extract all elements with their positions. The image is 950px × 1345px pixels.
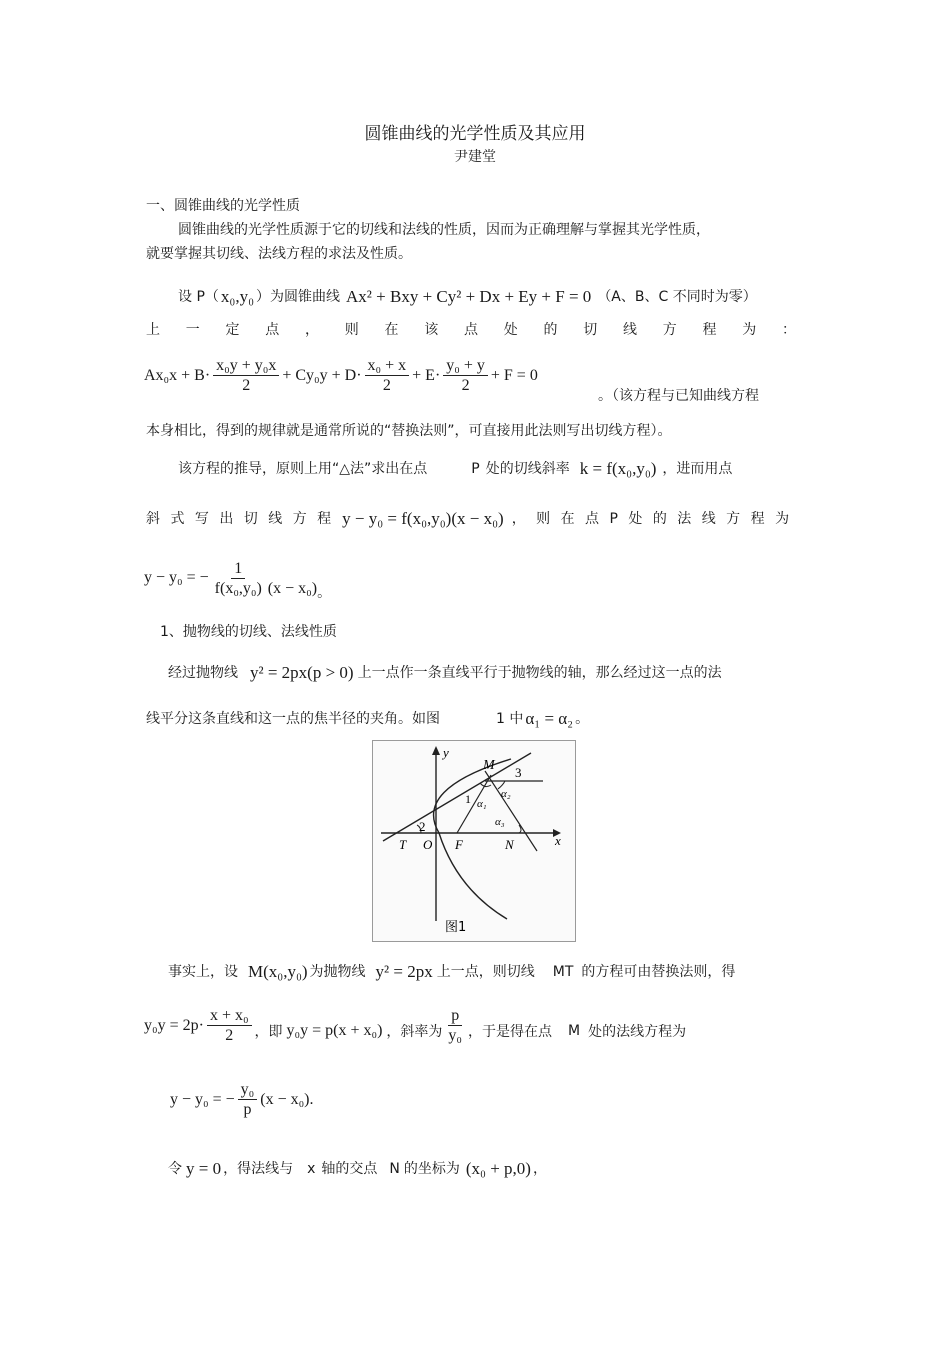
paragraph-line: 设 P（ x₀,y₀ ）为圆锥曲线 Ax² + Bxy + Cy² + Dx + Ey + F = 0 （A、B、C 不同时为零） bbox=[178, 287, 757, 306]
fraction: $\frac{\text{x + x₀}}{2}$ bbox=[207, 1006, 252, 1045]
fraction: $\frac{1}{\text{f(x₀,y₀)}}$ bbox=[214, 559, 262, 597]
section-heading: 一、圆锥曲线的光学性质 bbox=[146, 198, 300, 214]
parabola-curve bbox=[434, 759, 511, 919]
label-y: y bbox=[443, 745, 449, 760]
label-3: 3 bbox=[515, 765, 522, 780]
n-coordinate: (x₀ + p,0) bbox=[465, 1159, 531, 1178]
paragraph-line: 就要掌握其切线、法线方程的求法及性质。 bbox=[146, 246, 412, 262]
derivation-line: y₀y = 2p· $\frac{\text{x + x₀}}{2}$ ，即 y₀y = p(x + x₀) ，斜率为 $\frac{p}{\text{y₀}}$ ，于是得在点 M 处的法线方程为 bbox=[144, 1007, 687, 1044]
label-alpha2: α₂ bbox=[501, 788, 511, 800]
paragraph-line: 该方程的推导，原则上用“△法”求出在点 P 处的切线斜率 k = f(x₀,y₀) ，进而用点 bbox=[178, 459, 733, 478]
paragraph-line: 线平分这条直线和这一点的焦半径的夹角。如图 1 中 α₁ = α₂ 。 bbox=[146, 709, 590, 728]
label-alpha1: α₁ bbox=[477, 798, 487, 810]
label-T: T bbox=[399, 837, 407, 852]
fraction: $\frac{\text{y₀}}{p}$ bbox=[238, 1080, 258, 1119]
label-1: 1 bbox=[465, 792, 471, 806]
y-zero: y = 0 bbox=[186, 1159, 222, 1178]
document-title: 圆锥曲线的光学性质及其应用 bbox=[364, 124, 586, 144]
conic-equation: Ax² + Bxy + Cy² + Dx + Ey + F = 0 bbox=[346, 287, 592, 306]
label-N: N bbox=[505, 837, 514, 852]
fraction: $\frac{\text{x₀y + y₀x}}{2}$ bbox=[213, 356, 279, 395]
label-2: 2 bbox=[419, 819, 426, 834]
subsection-heading: 1、抛物线的切线、法线性质 bbox=[160, 624, 337, 640]
slope-formula: k = f(x₀,y₀) bbox=[579, 459, 657, 478]
fraction: $\frac{\text{x₀ + x}}{2}$ bbox=[365, 356, 410, 395]
figure-caption: 图1 bbox=[445, 920, 467, 935]
paragraph-line: 事实上，设 M(x₀,y₀) 为抛物线 y² = 2px 上一点，则切线 MT 的方程可由替换法则，得 bbox=[168, 962, 736, 981]
label-x: x bbox=[555, 833, 561, 848]
paragraph-line: 本身相比，得到的规律就是通常所说的“替换法则”，可直接用此法则写出切线方程）。 bbox=[146, 423, 672, 439]
alpha-equation: α₁ = α₂ bbox=[525, 709, 574, 728]
label-alpha3: α₃ bbox=[495, 816, 505, 828]
point-m: M(x₀,y₀) bbox=[248, 962, 308, 981]
paragraph-line: 斜 式 写 出 切 线 方 程 y − y₀ = f(x₀,y₀)(x − x₀) ， 则 在 点 P 处 的 法 线 方 程 为 bbox=[146, 509, 793, 528]
fraction: $\frac{\text{y₀ + y}}{2}$ bbox=[443, 356, 488, 395]
paragraph-line: 经过抛物线 y² = 2px(p > 0) 上一点作一条直线平行于抛物线的轴，那么经过这一点的法 bbox=[168, 663, 722, 682]
document-author: 尹建堂 bbox=[454, 149, 496, 165]
tangent-line-equation: y − y₀ = f(x₀,y₀)(x − x₀) bbox=[342, 509, 504, 528]
label-O: O bbox=[423, 837, 433, 852]
normal-equation-m: y − y₀ = − $\frac{\text{y₀}}{p}$ (x − x₀). bbox=[170, 1081, 314, 1118]
label-F: F bbox=[455, 837, 463, 852]
paragraph-line: 。（该方程与已知曲线方程 bbox=[598, 388, 759, 404]
fraction: $\frac{p}{\text{y₀}}$ bbox=[448, 1007, 462, 1044]
paragraph-line-spread: 上 一 定 点 ， 则 在 该 点 处 的 切 线 方 程 为 ： bbox=[146, 322, 796, 338]
paragraph-line: 令 y = 0 ，得法线与 x 轴的交点 N 的坐标为 (x₀ + p,0) ， bbox=[168, 1159, 547, 1178]
y-axis-arrow bbox=[432, 746, 440, 755]
parabola-diagram bbox=[373, 741, 575, 941]
paragraph-line: 圆锥曲线的光学性质源于它的切线和法线的性质，因而为正确理解与掌握其光学性质， bbox=[178, 222, 710, 238]
label-M: M bbox=[483, 758, 495, 773]
parabola-equation-2: y² = 2px bbox=[375, 962, 433, 981]
tangent-equation: Ax₀x + B· $\frac{\text{x₀y + y₀x}}{2}$ + Cy₀y + D· $\frac{\text{x₀ + x}}{2}$ + E· $\frac{\text{y₀ + y}}{2}$ + F = 0 bbox=[144, 357, 538, 394]
parabola-equation: y² = 2px(p > 0) bbox=[250, 663, 354, 682]
figure-1 bbox=[372, 740, 576, 942]
normal-equation: y − y₀ = − $\frac{1}{\text{f(x₀,y₀)}}$ (x − x₀) 。 bbox=[144, 559, 332, 601]
tangent-mt-equation: y₀y = p(x + x₀) bbox=[286, 1021, 383, 1039]
point-p-coord: x₀,y₀ bbox=[220, 287, 255, 306]
